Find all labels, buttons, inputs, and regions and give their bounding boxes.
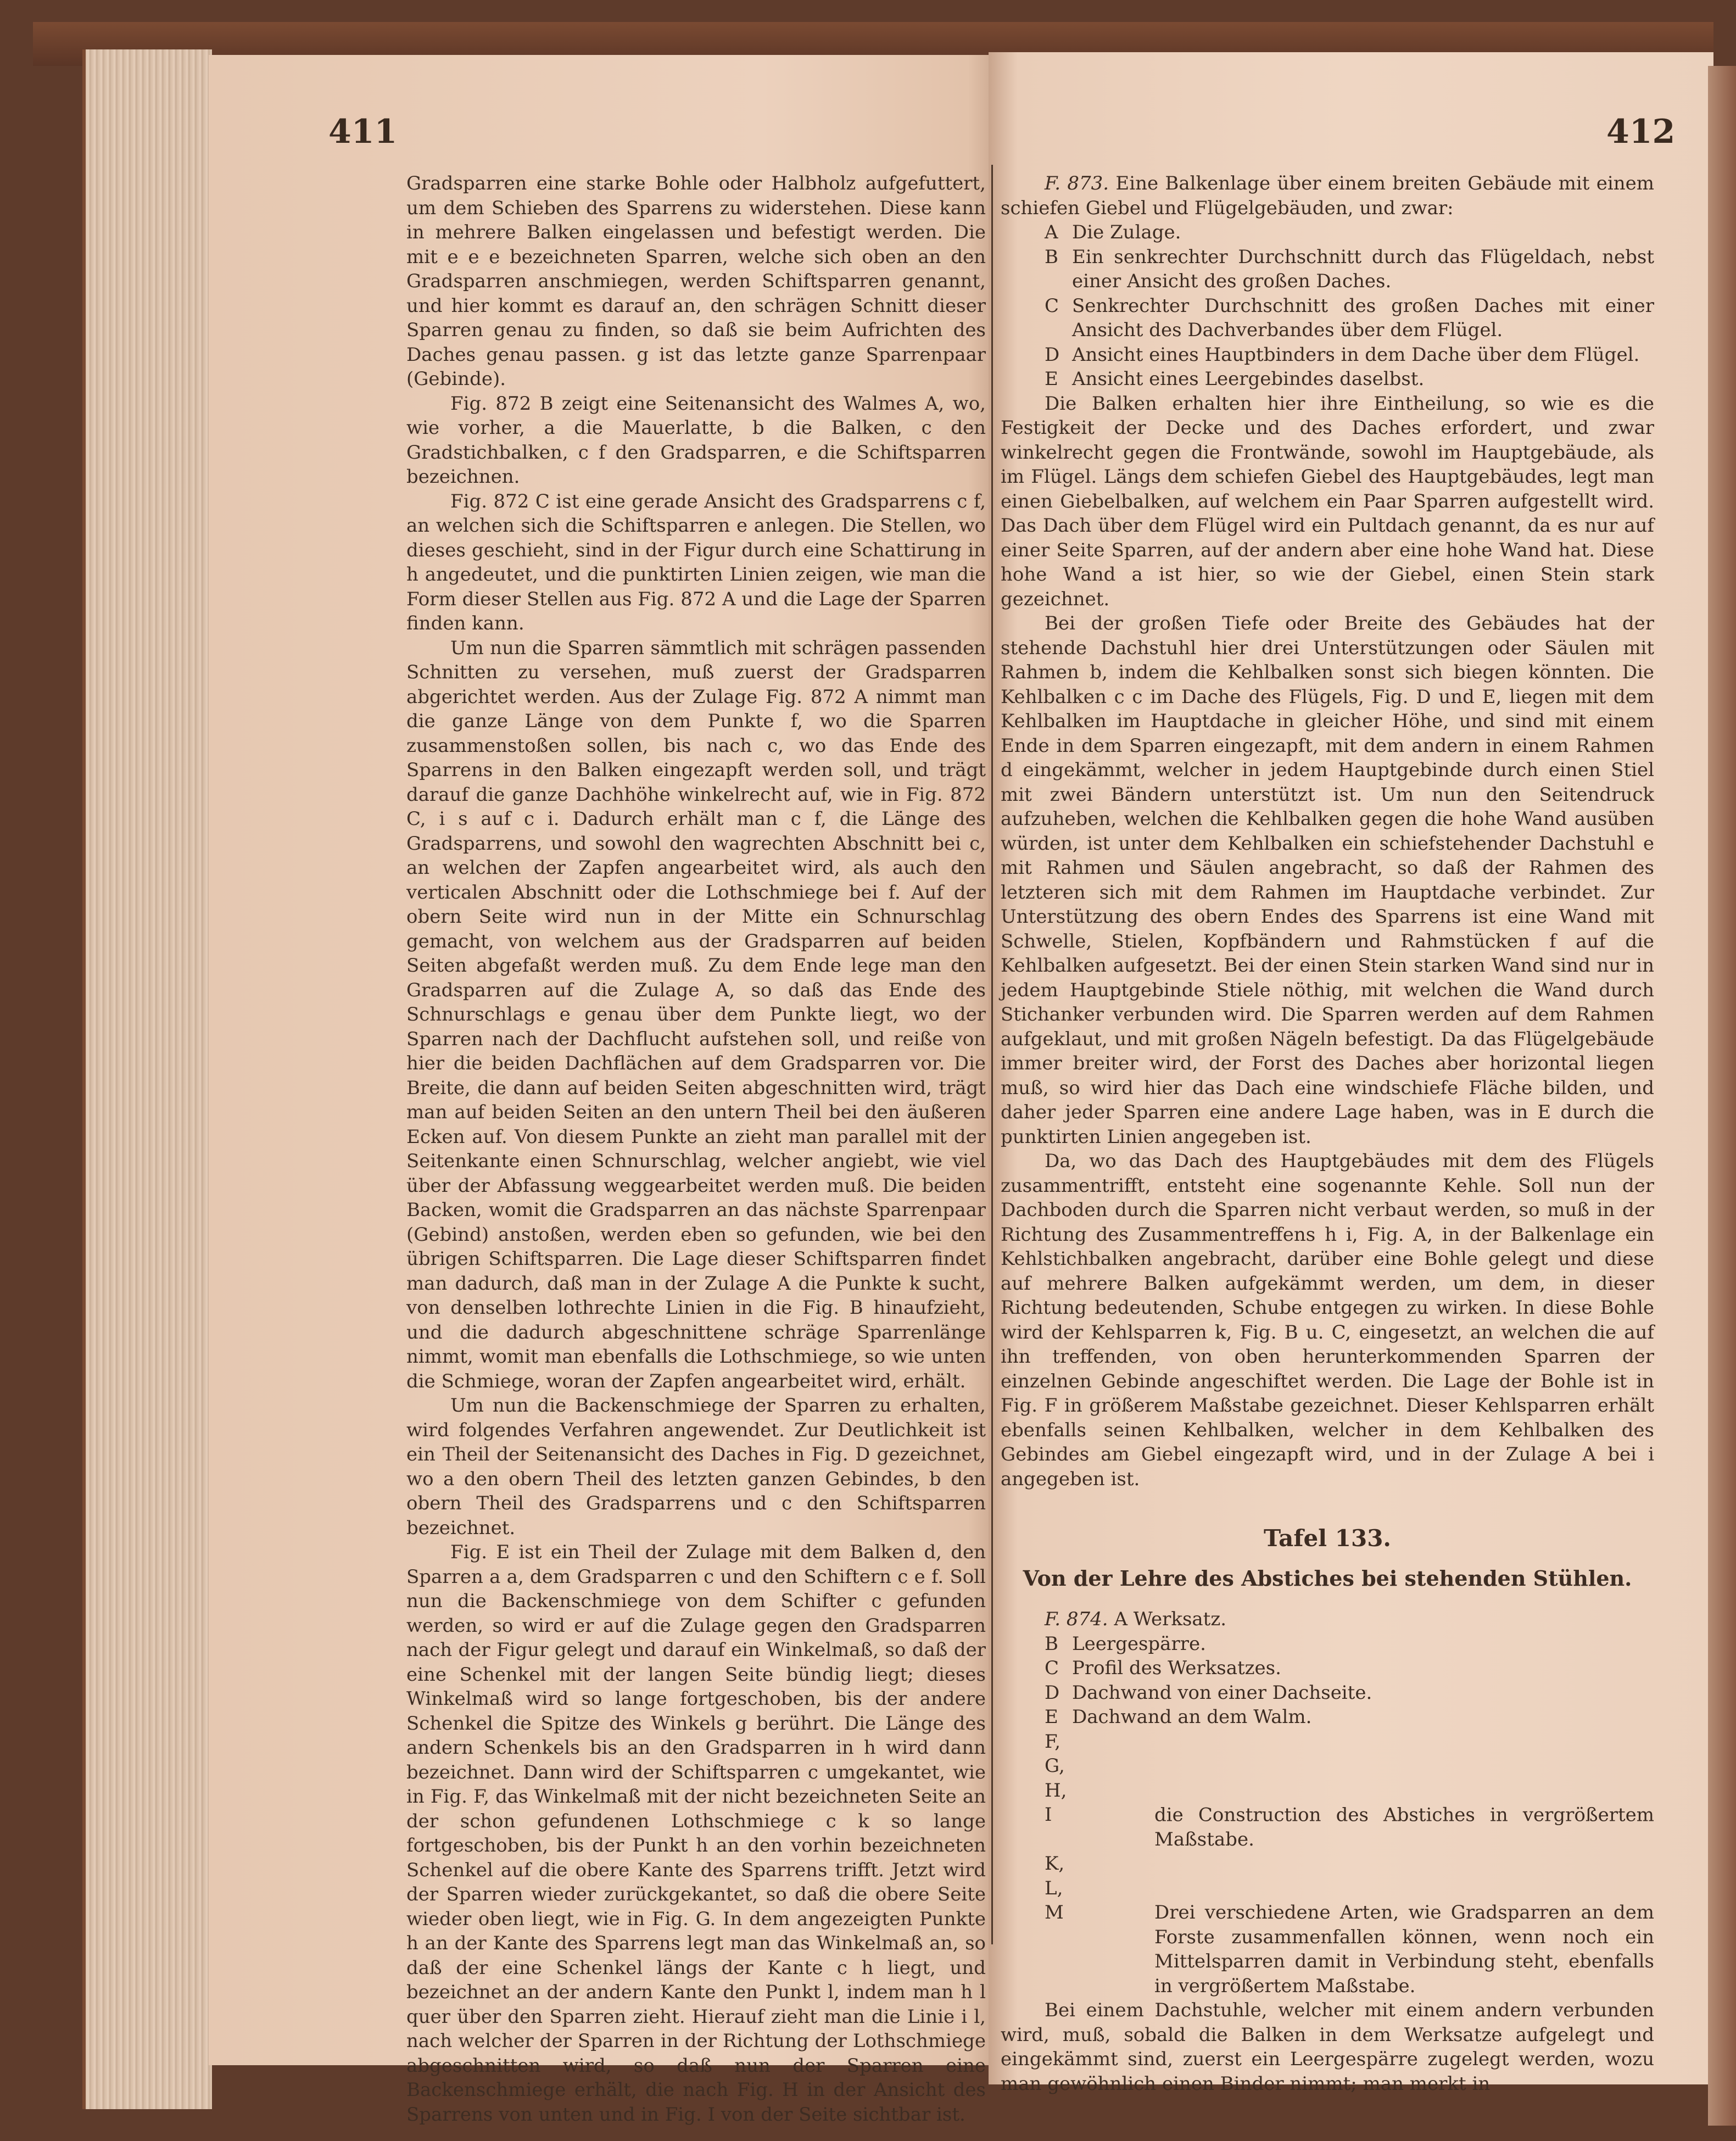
left-page-number: 411 xyxy=(328,113,398,151)
legend-item: F, G, H, I die Construction des Abstiches in vergrößertem Maßstabe. xyxy=(1045,1730,1654,1850)
legend-item: K, L, M Drei verschiedene Arten, wie Gradsparren an dem Forste zusammenfallen können, wenn noch ein Mittelsparren damit in Verbindung steht, ebenfalls in vergrößertem Maßstabe. xyxy=(1045,1853,1654,1997)
legend-text: Drei verschiedene Arten, wie Gradsparren an dem Forste zusammenfallen können, wenn noch ein Mittelsparren damit in Verbindung steht, ebenfalls in vergrößertem Maßstabe. xyxy=(1154,1902,1654,1997)
figure-text: A Werksatz. xyxy=(1114,1608,1227,1630)
paragraph: Fig. 872 C ist eine gerade Ansicht des Gradsparrens c f, an welchen sich die Schiftsparren e anlegen. Die Stellen, wo dieses geschieht, sind in der Figur durch eine Schattirung in h angedeutet, und die punktirten Linien zeigen, wie man die Form dieser Stellen aus Fig. 872 A und die Lage der Sparren finden kann. xyxy=(406,490,986,634)
paragraph: Die Balken erhalten hier ihre Eintheilung, so wie es die Festigkeit der Decke und des Daches erfordert, und zwar winkelrecht gegen die Frontwände, sowohl im Hauptgebäude, als im Flügel. Längs dem schiefen Giebel des Hauptgebäudes, legt man einen Giebelbalken, auf welchem ein Paar Sparren aufgestellt wird. Das Dach über dem Flügel wird ein Pultdach genannt, da es nur auf einer Seite Sparren, auf der andern aber eine hohe Wand hat. Diese hohe Wand a ist hier, so wie der Giebel, einen Stein stark gezeichnet. xyxy=(1001,392,1654,610)
legend-item: C Profil des Werksatzes. xyxy=(1045,1657,1281,1679)
figure-text: Eine Balkenlage über einem breiten Gebäude mit einem schiefen Giebel und Flügelgebäuden, und zwar: xyxy=(1001,172,1654,219)
legend-item: E Dachwand an dem Walm. xyxy=(1045,1706,1312,1728)
right-page-edge xyxy=(1708,66,1736,2126)
figure-873-entry xyxy=(1001,171,1654,220)
paragraph: Um nun die Sparren sämmtlich mit schrägen passenden Schnitten zu versehen, muß zuerst der Gradsparren abgerichtet werden. Aus der Zulage Fig. 872 A nimmt man die ganze Länge von dem Punkte f, wo die Sparren zusammenstoßen sollen, bis nach c, wo das Ende des Sparrens in den Balken eingezapft werden soll, und trägt darauf die ganze Dachhöhe winkelrecht auf, wie in Fig. 872 C, i s auf c i. Dadurch erhält man c f, die Länge des Gradsparrens, und sowohl den wagrechten Abschnitt bei c, an welchen der Zapfen angearbeitet wird, als auch den verticalen Abschnitt oder die Lothschmiege bei f. Auf der obern Seite wird nun in der Mitte ein Schnurschlag gemacht, von welchem aus der Gradsparren auf beiden Seiten abgefaßt werden muß. Zu dem Ende lege man den Gradsparren auf die Zulage A, so daß das Ende des Schnurschlags e genau über dem Punkte liegt, wo der Sparren nach der Dachflucht aufstehen soll, und reiße von hier die beiden Dachflächen auf dem Gradsparren vor. Die Breite, die dann auf beiden Seiten abgeschnitten wird, trägt man auf beiden Seiten an den untern Theil bei den äußeren Ecken auf. Von diesem Punkte an zieht man parallel mit der Seitenkante einen Schnurschlag, welcher angiebt, wie viel über der Abfassung weggearbeitet werden muß. Die beiden Backen, womit die Gradsparren an das nächste Sparrenpaar (Gebind) anstoßen, werden eben so gefunden, wie bei den übrigen Schiftsparren. Die Lage dieser Schiftsparren findet man dadurch, daß man in der Zulage A die Punkte k sucht, von denselben lothrechte Linien in die Fig. B hinaufzieht, und die dadurch abgeschnittene schräge Sparrenlänge nimmt, womit man ebenfalls die Lothschmiege, so wie unten die Schmiege, woran der Zapfen angearbeitet wird, erhält. xyxy=(406,637,986,1392)
legend-item: E Ansicht eines Leergebindes daselbst. xyxy=(1045,368,1425,390)
legend-text: Ansicht eines Leergebindes daselbst. xyxy=(1072,368,1425,390)
paragraph: Bei der großen Tiefe oder Breite des Gebäudes hat der stehende Dachstuhl hier drei Unterstützungen oder Säulen mit Rahmen b, indem die Kehlbalken sonst sich biegen könnten. Die Kehlbalken c c im Dache des Flügels, Fig. D und E, liegen mit dem Kehlbalken im Hauptdache in gleicher Höhe, und sind mit einem Ende in dem Sparren eingezapft, mit dem andern in einem Rahmen d eingekämmt, welcher in jedem Hauptgebinde durch einen Stiel mit zwei Bändern unterstützt ist. Um nun den Seitendruck aufzuheben, welchen die Kehlbalken gegen die hohe Wand ausüben würden, ist unter dem Kehlbalken ein schiefstehender Dachstuhl e mit Rahmen und Säulen angebracht, so daß der Rahmen des letzteren sich mit dem Rahmen im Hauptdache verbindet. Zur Unterstützung des obern Endes des Sparrens ist eine Wand mit Schwelle, Stielen, Kopfbändern und Rahmstücken f auf die Kehlbalken aufgesetzt. Bei der einen Stein starken Wand sind nur in jedem Hauptgebinde Stiele nöthig, mit welchen die Wand durch Stichanker verbunden wird. Die Sparren werden auf dem Rahmen aufgeklaut, und mit großen Nägeln befestigt. Da das Flügelgebäude immer breiter wird, der Forst des Daches aber horizontal liegen muß, so wird hier das Dach eine windschiefe Fläche bilden, und daher jeder Sparren eine andere Lage haben, was in E durch die punktirten Linien angegeben ist. xyxy=(1001,612,1654,1148)
legend-text: Dachwand von einer Dachseite. xyxy=(1072,1681,1372,1704)
section-title: Von der Lehre des Abstiches bei stehenden Stühlen. xyxy=(1023,1565,1632,1591)
paragraph: Um nun die Backenschmiege der Sparren zu erhalten, wird folgendes Verfahren angewendet. Zur Deutlichkeit ist ein Theil der Seitenansicht des Daches in Fig. D gezeichnet, wo a den obern Theil des letzten ganzen Gebindes, b den obern Theil des Gradsparrens und c den Schiftsparren bezeichnet. xyxy=(406,1395,986,1539)
figure-tag: F. 874. xyxy=(1045,1608,1108,1630)
legend-text: Senkrechter Durchschnitt des großen Daches mit einer Ansicht des Dachverbandes über dem Flügel. xyxy=(1072,294,1654,341)
legend-item: D Dachwand von einer Dachseite. xyxy=(1045,1681,1372,1704)
legend-item: B Leergespärre. xyxy=(1045,1632,1206,1655)
legend-text: Profil des Werksatzes. xyxy=(1072,1657,1281,1679)
legend-text: Dachwand an dem Walm. xyxy=(1072,1706,1312,1728)
paragraph: Bei einem Dachstuhle, welcher mit einem andern verbunden wird, muß, sobald die Balken in dem Werksatze aufgelegt und eingekämmt sind, zuerst ein Leergespärre zugelegt werden, wozu man gewöhnlich einen Binder nimmt; man merkt in xyxy=(1001,1999,1654,2095)
legend-text: die Construction des Abstiches in vergrößertem Maßstabe. xyxy=(1154,1804,1654,1850)
right-page-number: 412 xyxy=(1606,113,1676,151)
figure-874-entry xyxy=(1001,1607,1654,1632)
paragraph: Gradsparren eine starke Bohle oder Halbholz aufgefuttert, um dem Schieben des Sparrens zu widerstehen. Diese kann in mehrere Balken eingelassen und befestigt werden. Die mit e e e bezeichneten Sparren, welche sich oben an den Gradsparren anschmiegen, werden Schiftsparren genannt, und hier kommt es darauf an, den schrägen Schnitt dieser Sparren genau zu finden, so daß sie beim Aufrichten des Daches genau passen. g ist das letzte ganze Sparrenpaar (Gebinde). xyxy=(406,172,986,390)
paragraph: Da, wo das Dach des Hauptgebäudes mit dem des Flügels zusammentrifft, entsteht eine sogenannte Kehle. Soll nun der Dachboden durch die Sparren nicht verbaut werden, so muß in der Richtung des Zusammentreffens h i, Fig. A, in der Balkenlage ein Kehlstichbalken angebracht, darüber eine Bohle gelegt und diese auf mehrere Balken aufgekämmt werden, um dem, in dieser Richtung bedeutenden, Schube entgegen zu wirken. In diese Bohle wird der Kehlsparren k, Fig. B u. C, eingesetzt, an welchen die auf ihn treffenden, von oben herunterkommenden Sparren der einzelnen Gebinde angeschiftet werden. Die Lage der Bohle ist in Fig. F in größerem Maßstabe gezeichnet. Dieser Kehlsparren erhält ebenfalls seinen Kehlbalken, welcher in dem Kehlbalken des Gebindes am Giebel eingezapft wird, und in der Zulage A bei i angegeben ist. xyxy=(1001,1150,1654,1490)
figure-tag: F. 873. xyxy=(1045,172,1109,194)
legend-item: A Die Zulage. xyxy=(1045,221,1181,243)
left-column xyxy=(406,171,986,2127)
legend-text: Ein senkrechter Durchschnitt durch das Flügeldach, nebst einer Ansicht des großen Daches. xyxy=(1072,246,1654,292)
plate-title: Tafel 133. xyxy=(1263,1525,1392,1552)
legend-text: Ansicht eines Hauptbinders in dem Dache über dem Flügel. xyxy=(1072,343,1640,366)
paragraph: Fig. 872 B zeigt eine Seitenansicht des Walmes A, wo, wie vorher, a die Mauerlatte, b die Balken, c den Gradstichbalken, c f den Gradsparren, e die Schiftsparren bezeichnen. xyxy=(406,392,986,488)
legend-item: D Ansicht eines Hauptbinders in dem Dache über dem Flügel. xyxy=(1045,343,1640,366)
column-rule xyxy=(991,165,993,1944)
legend-text: Die Zulage. xyxy=(1072,221,1181,243)
paragraph: Fig. E ist ein Theil der Zulage mit dem Balken d, den Sparren a a, dem Gradsparren c und den Schiftern c e f. Soll nun die Backenschmiege von dem Schifter c gefunden werden, so wird er auf die Zulage gegen den Gradsparren nach der Figur gelegt und darauf ein Winkelmaß, so daß der eine Schenkel mit der langen Seite bündig liegt; dieses Winkelmaß wird so lange fortgeschoben, bis der andere Schenkel die Spitze des Winkels g berührt. Die Länge des andern Schenkels bis an den Gradsparren in h wird dann bezeichnet. Dann wird der Schiftsparren c umgekantet, wie in Fig. F, das Winkelmaß mit der nicht bezeichneten Seite an der schon gefundenen Lothschmiege c k so lange fortgeschoben, bis der Punkt h an den vorhin bezeichneten Schenkel auf die obere Kante des Sparrens trifft. Jetzt wird der Sparren wieder zurückgekantet, so daß die obere Seite wieder oben liegt, wie in Fig. G. In dem angezeigten Punkte h an der Kante des Sparrens legt man das Winkelmaß an, so daß der eine Schenkel längs der Kante c h liegt, und bezeichnet an der andern Kante den Punkt l, indem man h l quer über den Sparren zieht. Hierauf zieht man die Linie i l, nach welcher der Sparren in der Richtung der Lothschmiege abgeschnitten wird, so daß nun der Sparren eine Backenschmiege erhält, die nach Fig. H in der Ansicht des Sparrens von unten und in Fig. I von der Seite sichtbar ist. xyxy=(406,1541,986,2126)
page-edges xyxy=(82,49,212,2109)
legend-item: C Senkrechter Durchschnitt des großen Daches mit einer Ansicht des Dachverbandes über dem Flügel. xyxy=(1045,294,1654,341)
legend-text: Leergespärre. xyxy=(1072,1632,1206,1655)
legend-item: B Ein senkrechter Durchschnitt durch das Flügeldach, nebst einer Ansicht des großen Daches. xyxy=(1045,246,1654,292)
right-column xyxy=(1001,171,1654,2096)
